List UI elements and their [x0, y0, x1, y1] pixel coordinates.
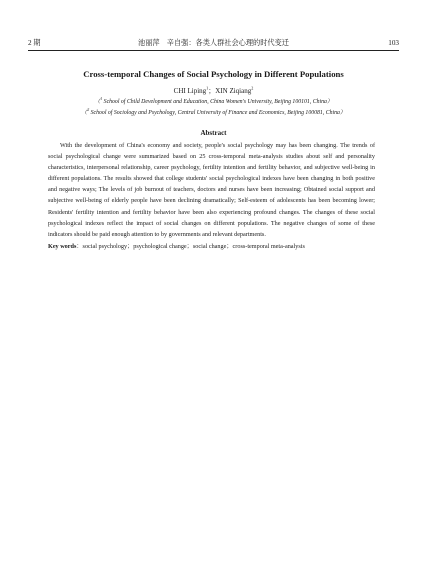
issue-number: 2 期 [28, 39, 41, 47]
paper-title: Cross-temporal Changes of Social Psychology in Different Populations [83, 69, 344, 79]
keywords [48, 241, 375, 252]
affiliation-mark: 2 [251, 85, 254, 91]
keywords-text: ：social psychology；psychological change；social change；cross-temporal meta-analysis [76, 243, 305, 250]
header-rule [28, 50, 399, 51]
author-name: CHI Liping [173, 87, 207, 95]
abstract-heading: Abstract [200, 129, 227, 137]
affiliation-1: （$^1$ School of Child Development and Education, China Women's University, Beijing 100101, China） [94, 96, 333, 105]
author-separator: ； [208, 87, 216, 95]
running-title: 池丽萍 辛自强：各类人群社会心理的时代变迁 [138, 39, 289, 47]
author-line [28, 86, 399, 96]
affiliation-mark: 1 [206, 85, 209, 91]
affiliation-mark: 2 [87, 107, 90, 113]
abstract-text: With the development of China's economy and society, people's social psychology may has been changing. The trends of social psychological change were summarized based on 25 cross-temporal meta-analysis studies about self and personality characteristics, interpersonal relationship, career psychology, fertility intention and fertility behavior, and subjective well-being in different populations. The results showed that college students' social psychological indexes have been changing in both positive and negative ways; The levels of job burnout of teachers, doctors and nurses have been increasing; Obtained social support and subjective well-being of elderly people have been declining dramatically; Self-esteem of adolescents has been becoming lower; Residents' fertility intention and fertility behavior have been also experiencing profound changes. The changes of these social psychological indexes reflect the impact of social changes on different populations. The negative changes of some of these indicators should be paid enough attention to by governments and relevant departments. [48, 142, 375, 238]
running-head [28, 37, 399, 49]
affiliation-mark: 1 [100, 96, 103, 102]
affiliation-2: （$^2$ School of Sociology and Psychology, Central University of Finance and Economics, Beijing 100081, China） [81, 107, 346, 116]
author-name: XIN Ziqiang [215, 87, 252, 95]
page-number: 103 [388, 39, 399, 47]
keywords-label: Key words [48, 243, 77, 250]
